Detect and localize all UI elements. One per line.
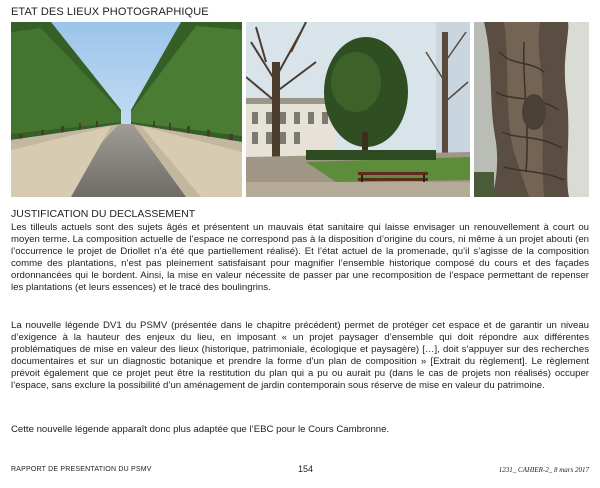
tree-alley-photo	[11, 22, 242, 197]
paragraph-2: La nouvelle légende DV1 du PSMV (présentée dans le chapitre précédent) permet de protéger cet espace et de garantir un niveau d’exigence à la hauteur des enjeux du lieu, en imposant « un projet paysager d’ensemble qui doit répondre aux différentes problématiques de mise en valeur des lieux (historique, patrimoniale, écologique et paysagère) […], doit s’appuyer sur des recherches documentaires et sur un diagnostic botanique et prendre la forme d’un plan de composition » [Extrait du règlement]. Le règlement prévoit également que ce projet peut être la restitution du plan qui a pu ou aurait pu (dans le cas de projets non réalisés) occuper l’espace, sans exclure la possibilité d’un aménagement de jardin contemporain sous réserve de mise en valeur du patrimoine.	[11, 320, 589, 392]
park-bench-photo	[246, 22, 470, 197]
footer-report-title: RAPPORT DE PRESENTATION DU PSMV	[11, 466, 152, 473]
page-title: ETAT DES LIEUX PHOTOGRAPHIQUE	[11, 6, 209, 18]
section-heading: JUSTIFICATION DU DECLASSEMENT	[11, 208, 196, 220]
tree-trunk-photo	[474, 22, 589, 197]
footer-document-reference: 1231_ CAHIER-2_ 8 mars 2017	[498, 466, 589, 474]
paragraph-1: Les tilleuls actuels sont des sujets âgés et présentent un mauvais état sanitaire qui laisse envisager un renouvellement à court ou moyen terme. La composition actuelle de l’espace ne correspond pas à la disposition d’origine du cours, ni même à un projet abouti (en l’occurrence le projet de Driollet n’a été que partiellement réalisé). Et l’état actuel de la promenade, qu’il s’agisse de la composition comme des plantations, n’est pas pleinement satisfaisant pour magnifier l’ensemble historique composé du cours et des façades ordonnancées qui le bordent. Ainsi, la mise en valeur nécessite de passer par une recomposition de l’espace permettant de repenser les plantations (et leurs essences) et le tracé des boulingrins.	[11, 222, 589, 294]
paragraph-3: Cette nouvelle légende apparaît donc plus adaptée que l’EBC pour le Cours Cambronne.	[11, 424, 390, 435]
page-number: 154	[298, 464, 314, 474]
